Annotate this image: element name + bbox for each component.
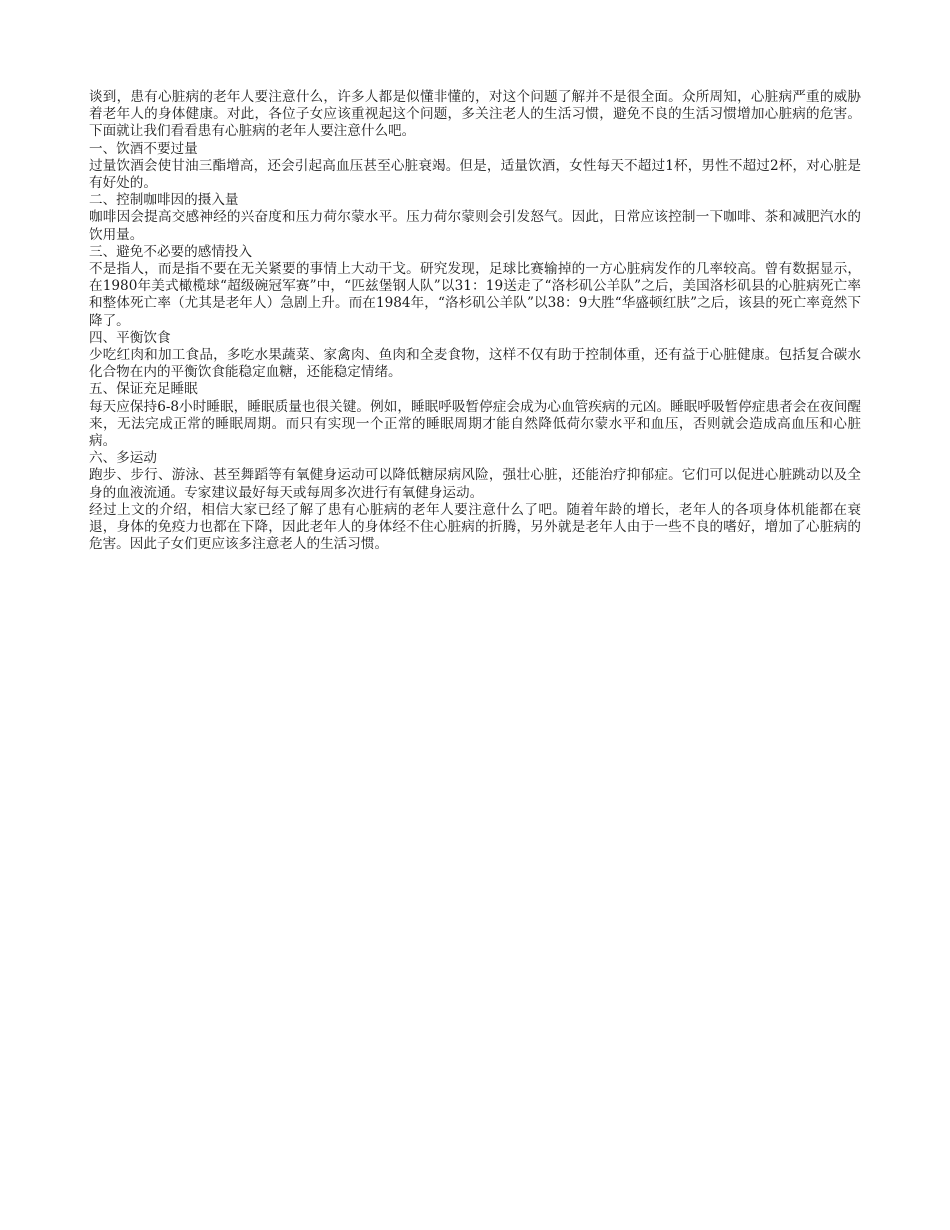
section-heading: 六、多运动	[89, 450, 157, 467]
section-body: 跑步、步行、游泳、甚至舞蹈等有氧健身运动可以降低糖尿病风险，强壮心脏，还能治疗抑郁症。它们可以促进心脏跳动以及全身的血液流通。专家建议最好每天或每周多次进行有氧健身运动。	[89, 467, 861, 501]
section-heading: 五、保证充足睡眠	[89, 381, 198, 398]
intro-paragraph: 谈到，患有心脏病的老年人要注意什么，许多人都是似懂非懂的，对这个问题了解并不是很全面。众所周知，心脏病严重的威胁着老年人的身体健康。对此，各位子女应该重视起这个问题，多关注老人的生活习惯，避免不良的生活习惯增加心脏病的危害。下面就让我们看看患有心脏病的老年人要注意什么吧。	[89, 89, 861, 140]
section-body: 不是指人，而是指不要在无关紧要的事情上大动干戈。研究发现，足球比赛输掉的一方心脏病发作的几率较高。曾有数据显示，在1980年美式橄榄球“超级碗冠军赛”中，“匹兹堡钢人队”以31：19送走了“洛杉矶公羊队”之后，美国洛杉矶县的心脏病死亡率和整体死亡率（尤其是老年人）急剧上升。而在1984年，“洛杉矶公羊队”以38：9大胜“华盛顿红肤”之后，该县的死亡率竟然下降了。	[89, 261, 861, 329]
section-diet	[89, 330, 861, 382]
section-body: 每天应保持6-8小时睡眠，睡眠质量也很关键。例如，睡眠呼吸暂停症会成为心血管疾病的元凶。睡眠呼吸暂停症患者会在夜间醒来，无法完成正常的睡眠周期。而只有实现一个正常的睡眠周期才能自然降低荷尔蒙水平和血压，否则就会造成高血压和心脏病。	[89, 398, 861, 450]
section-heading: 二、控制咖啡因的摄入量	[89, 192, 239, 209]
section-body: 咖啡因会提高交感神经的兴奋度和压力荷尔蒙水平。压力荷尔蒙则会引发怒气。因此，日常应该控制一下咖啡、茶和减肥汽水的饮用量。	[89, 209, 861, 243]
section-body: 少吃红肉和加工食品，多吃水果蔬菜、家禽肉、鱼肉和全麦食物，这样不仅有助于控制体重，还有益于心脏健康。包括复合碳水化合物在内的平衡饮食能稳定血糖，还能稳定情绪。	[89, 347, 861, 381]
section-drinking	[89, 141, 861, 193]
article-body	[89, 89, 861, 553]
section-emotion	[89, 244, 861, 330]
section-caffeine	[89, 192, 861, 244]
section-exercise	[89, 450, 861, 502]
section-heading: 四、平衡饮食	[89, 329, 171, 346]
section-heading: 一、饮酒不要过量	[89, 140, 198, 157]
section-heading: 三、避免不必要的感情投入	[89, 243, 253, 260]
section-body: 过量饮酒会使甘油三酯增高，还会引起高血压甚至心脏衰竭。但是，适量饮酒，女性每天不超过1杯，男性不超过2杯，对心脏是有好处的。	[89, 157, 861, 192]
section-sleep	[89, 381, 861, 450]
conclusion-paragraph: 经过上文的介绍，相信大家已经了解了患有心脏病的老年人要注意什么了吧。随着年龄的增长，老年人的各项身体机能都在衰退，身体的免疫力也都在下降，因此老年人的身体经不住心脏病的折腾，另外就是老年人由于一些不良的嗜好，增加了心脏病的危害。因此子女们更应该多注意老人的生活习惯。	[89, 501, 861, 553]
